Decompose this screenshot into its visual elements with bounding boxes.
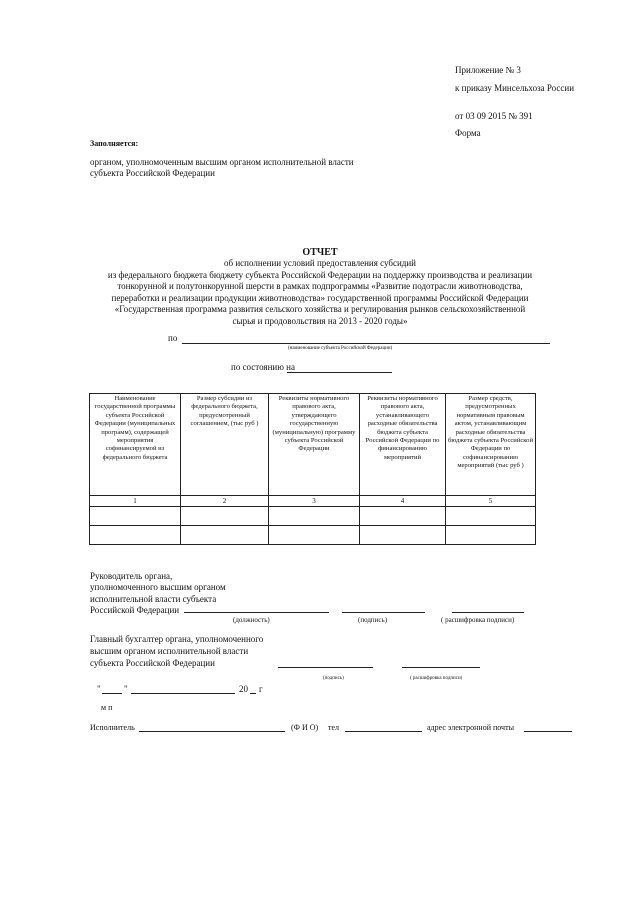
table-cell[interactable] [446,507,536,526]
table-cell[interactable] [269,507,360,526]
head-line-3: исполнительной власти субъекта [90,594,217,604]
date-quote-open: " [97,684,101,694]
table-header-row [90,394,536,496]
table-cell[interactable] [269,526,360,545]
date-quote-close: " [124,684,128,694]
caption-signature: (подпись) [358,616,388,624]
executor-phone-label: тел [328,723,340,732]
accountant-line-2: высшим органом исполнительной власти [90,646,249,656]
date-year-field[interactable] [250,693,256,694]
table-number-row [90,496,536,507]
head-position-field[interactable] [184,612,329,613]
filled-by-line-1: органом, уполномоченным высшим органом исполнительной власти [90,157,354,167]
executor-email-field[interactable] [524,731,572,732]
head-decode-field[interactable] [452,612,524,613]
accountant-decode-field[interactable] [402,667,480,668]
table-cell[interactable] [181,507,269,526]
as-of-field[interactable] [287,372,392,373]
po-label: по [168,333,178,343]
executor-name-field[interactable] [139,731,285,732]
date-month-field[interactable] [131,693,235,694]
date-year-suffix: г [259,684,263,694]
table-cell[interactable] [360,526,446,545]
appendix-date-number: от 03 09 2015 № 391 [455,111,533,121]
report-subtitle-1: об исполнении условий предоставления субсидий [224,258,416,268]
table-number-cell: 3 [269,496,360,507]
accountant-caption-decode: ( расшифровка подписи) [410,676,463,681]
date-day-field[interactable] [102,693,122,694]
accountant-line-3: субъекта Российской Федерации [90,658,215,668]
report-subtitle-4: переработки и реализации продукции животноводства» государственной программы Российской Федерации [111,293,529,303]
po-caption: (наименование субъекта Российской Федерации) [288,346,393,351]
appendix-order: к приказу Минсельхоза России [455,83,575,93]
table-cell[interactable] [446,526,536,545]
stamp-label: м п [101,703,113,712]
head-signature-field[interactable] [342,612,425,613]
accountant-line-1: Главный бухгалтер органа, уполномоченного [90,634,264,644]
caption-decode: ( расшифровка подписи) [441,616,515,624]
table-number-cell: 4 [360,496,446,507]
head-line-1: Руководитель органа, [90,571,173,581]
as-of-label: по состоянию на [231,362,295,372]
report-subtitle-6: сырья и продовольствия на 2013 - 2020 годы» [232,316,408,326]
table-cell[interactable] [90,507,181,526]
table-row [90,526,536,545]
accountant-caption-signature: (подпись) [323,676,344,681]
report-table [89,393,536,545]
table-header-cell: Размер средств, предусмотренных нормативным правовым актом, устанавливающим расходные обязательства бюджета субъекта Российской Федерации по софинансированию мероприятий (тыс руб ) [446,394,536,496]
filled-by-line-2: субъекта Российской Федерации [90,168,215,178]
executor-phone-field[interactable] [345,731,422,732]
executor-label: Исполнитель [90,723,135,732]
head-line-2: уполномоченного высшим органом [90,582,226,592]
table-number-cell: 5 [446,496,536,507]
report-title: ОТЧЕТ [302,247,338,258]
appendix-number: Приложение № 3 [455,65,521,75]
table-cell[interactable] [360,507,446,526]
report-subtitle-5: «Государственная программа развития сельского хозяйства и регулирования рынков сельскохозяйственной [114,304,526,314]
accountant-signature-field[interactable] [278,667,373,668]
head-line-4: Российской Федерации [90,605,180,615]
date-year: 20 [239,684,248,694]
table-header-cell: Наименование государственной программы субъекта Российской Федерации (муниципальных программ), содержащей мероприятия софинансируемой из федерального бюджета [90,394,181,496]
executor-email-label: адрес электронной почты [427,723,514,732]
table-number-cell: 1 [90,496,181,507]
form-label: Форма [455,128,481,138]
report-subtitle-2: из федерального бюджета бюджету субъекта Российской Федерации на поддержку производства и реализации [107,270,533,280]
caption-position: (должность) [233,616,270,624]
table-header-cell: Размер субсидии из федерального бюджета, предусмотренный соглашением, (тыс руб ) [181,394,269,496]
table-number-cell: 2 [181,496,269,507]
po-field[interactable] [182,343,550,344]
executor-fio: (Ф И О) [291,723,319,732]
filled-by-label: Заполняется: [90,139,139,148]
table-row [90,507,536,526]
report-subtitle-3: тонкорунной и полутонкорунной шерсти в рамках подпрограммы «Развитие подотрасли животноводства, [117,281,523,291]
table-header-cell: Реквизиты нормативного правового акта, утверждающего государственную (муниципальную) программу субъекта Российской Федерации [269,394,360,496]
table-cell[interactable] [181,526,269,545]
table-cell[interactable] [90,526,181,545]
table-header-cell: Реквизиты нормативного правового акта, устанавливающего расходные обязательства бюджета субъекта Российской Федерации по финансированию мероприятий [360,394,446,496]
